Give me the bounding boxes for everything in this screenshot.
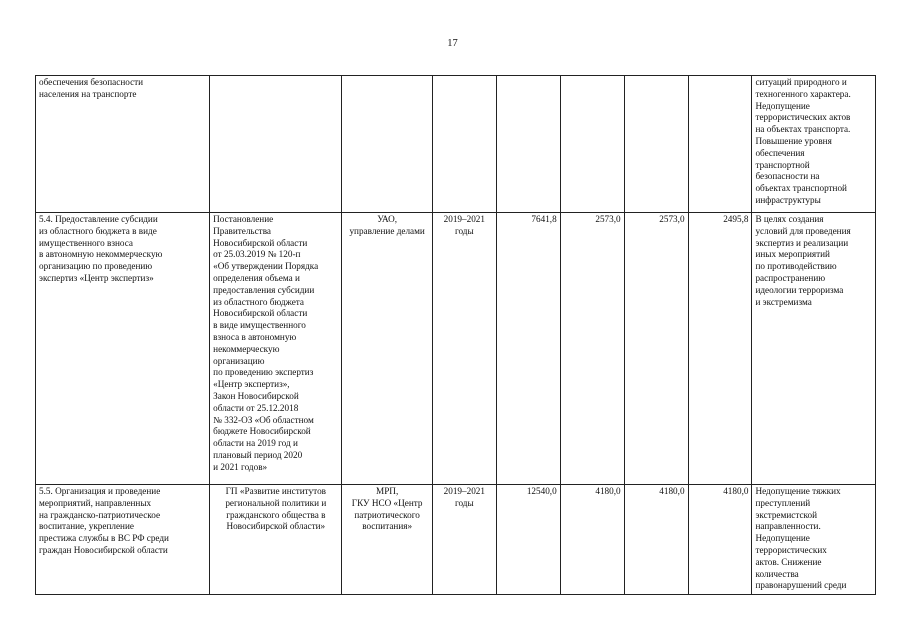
year-2019-cell [560,76,624,213]
executor-cell [342,76,432,213]
legal-basis-cell: ГП «Развитие институтов региональной политики и гражданского общества в Новосибирской области» [210,485,342,595]
year-2020-cell [624,76,688,213]
table-row [36,76,876,213]
page-number: 17 [447,38,458,49]
expected-result-cell: ситуаций природного и техногенного характера. Недопущение террористических актов на объектах транспорта. Повышение уровня обеспечения транспортной безопасности на объектах транспортной инфраструктуры [752,76,876,213]
year-2019-cell: 4180,0 [560,485,624,595]
legal-basis-cell [210,76,342,213]
legal-basis-cell: Постановление Правительства Новосибирской области от 25.03.2019 № 120-п «Об утверждении Порядка определения объема и предоставления субсидии из областного бюджета Новосибирской области в виде имущественного взноса в автономную некоммерческую организацию по проведению экспертиз «Центр экспертиз», Закон Новосибирской области от 25.12.2018 № 332-ОЗ «Об областном бюджете Новосибирской области на 2019 год и плановый период 2020 и 2021 годов» [210,213,342,485]
year-2019-cell: 2573,0 [560,213,624,485]
expected-result-cell: В целях создания условий для проведения экспертиз и реализации иных мероприятий по противодействию распространению идеологии терроризма и экстремизма [752,213,876,485]
executor-cell: МРП, ГКУ НСО «Центр патриотического воспитания» [342,485,432,595]
period-cell: 2019–2021 годы [432,213,496,485]
year-2021-cell: 4180,0 [688,485,752,595]
table-row [36,213,876,485]
activity-name-cell: 5.5. Организация и проведение мероприятий, направленных на гражданско-патриотическое воспитание, укрепление престижа службы в ВС РФ среди граждан Новосибирской области [36,485,210,595]
period-cell [432,76,496,213]
program-activities-table [35,75,876,595]
executor-cell: УАО, управление делами [342,213,432,485]
activity-name-cell: обеспечения безопасности населения на транспорте [36,76,210,213]
year-2020-cell: 4180,0 [624,485,688,595]
expected-result-cell: Недопущение тяжких преступлений экстремистской направленности. Недопущение террористических актов. Снижение количества правонарушений среди [752,485,876,595]
year-2021-cell: 2495,8 [688,213,752,485]
activity-name-cell: 5.4. Предоставление субсидии из областного бюджета в виде имущественного взноса в автономную некоммерческую организацию по проведению экспертиз «Центр экспертиз» [36,213,210,485]
total-cell: 7641,8 [496,213,560,485]
table-row [36,485,876,595]
period-cell: 2019–2021 годы [432,485,496,595]
year-2021-cell [688,76,752,213]
total-cell: 12540,0 [496,485,560,595]
year-2020-cell: 2573,0 [624,213,688,485]
total-cell [496,76,560,213]
